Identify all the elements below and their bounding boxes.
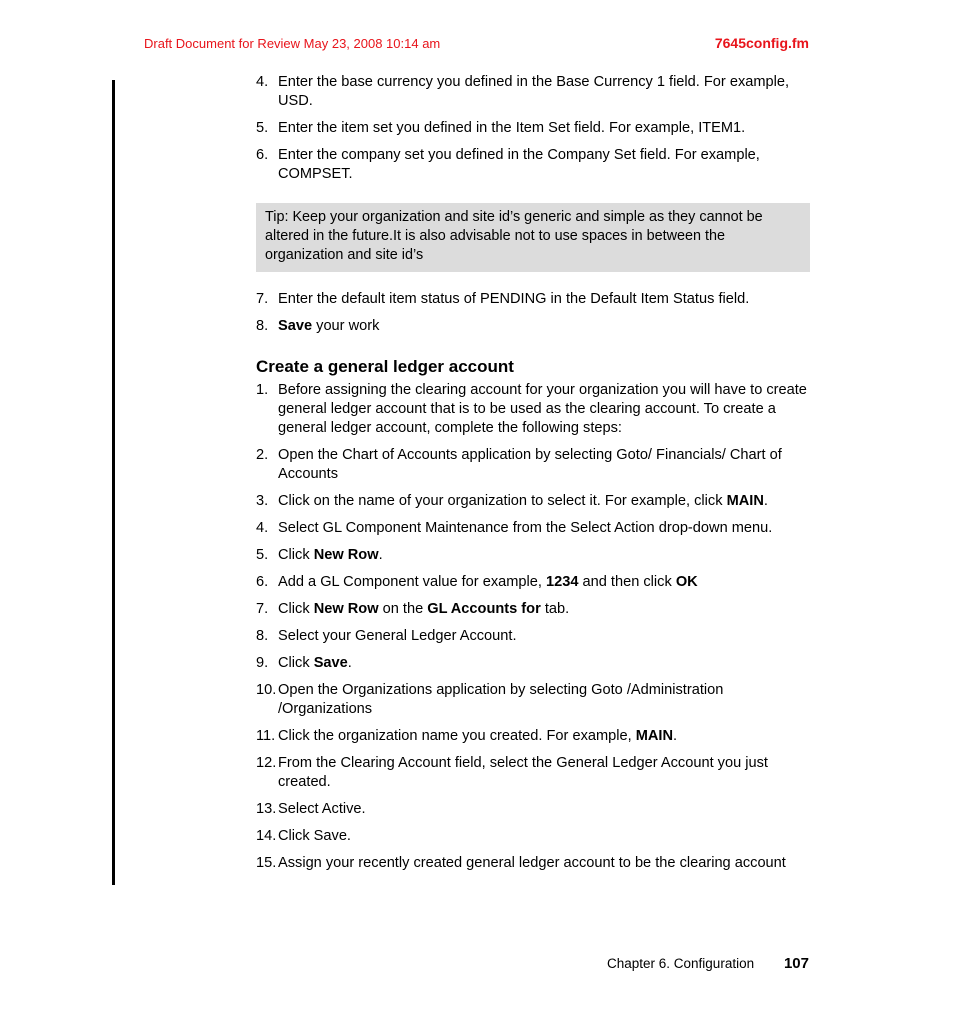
list-item — [256, 119, 812, 138]
steps-list-continued — [256, 73, 812, 192]
step-number: 2. — [256, 447, 269, 463]
step-number: 4. — [256, 74, 269, 90]
step-text: Add a GL Component value for example, — [278, 574, 546, 590]
step-number: 12. — [256, 755, 277, 771]
step-number: 10. — [256, 682, 277, 698]
list-item — [256, 727, 812, 746]
step-text: Click the organization name you created. For example, — [278, 728, 636, 744]
step-text: Select GL Component Maintenance from the Select Action drop-down menu. — [278, 520, 773, 536]
list-item — [256, 290, 812, 309]
list-item — [256, 146, 812, 184]
step-number: 6. — [256, 574, 269, 590]
step-text: your work — [312, 318, 380, 334]
bold-term: Save — [313, 655, 348, 671]
step-text: Open the Chart of Accounts application by selecting Goto/ Financials/ Chart of Accounts — [278, 447, 782, 482]
step-text: Click — [278, 601, 314, 617]
tip-box: Tip: Keep your organization and site id’s generic and simple as they cannot be altered in the future.It is also advisable not to use spaces in between the organization and site id’s — [256, 203, 810, 272]
list-item — [256, 627, 812, 646]
step-number: 8. — [256, 628, 269, 644]
list-item — [256, 827, 812, 846]
step-text: Click Save. — [278, 828, 351, 844]
step-text: . — [673, 728, 678, 744]
steps-list-continued-2 — [256, 290, 812, 344]
step-text: tab. — [540, 601, 570, 617]
step-text: . — [763, 493, 768, 509]
bold-term: 1234 — [545, 574, 579, 590]
step-number: 11. — [256, 728, 276, 744]
step-text: From the Clearing Account field, select the General Ledger Account you just created. — [278, 755, 768, 790]
list-item — [256, 519, 812, 538]
page-number: 107 — [783, 955, 809, 972]
file-name: 7645config.fm — [714, 35, 809, 51]
chapter-title: Chapter 6. Configuration — [607, 956, 755, 971]
step-text: Select your General Ledger Account. — [278, 628, 517, 644]
step-number: 5. — [256, 547, 269, 563]
gl-account-steps-list — [256, 381, 812, 881]
list-item — [256, 546, 812, 565]
list-item — [256, 446, 812, 484]
step-number: 7. — [256, 601, 269, 617]
list-item — [256, 573, 812, 592]
bold-term: MAIN — [635, 728, 674, 744]
list-item — [256, 800, 812, 819]
list-item — [256, 317, 812, 336]
step-number: 15. — [256, 855, 277, 871]
step-number: 4. — [256, 520, 269, 536]
list-item — [256, 73, 812, 111]
step-text: . — [378, 547, 383, 563]
list-item — [256, 600, 812, 619]
step-text: Enter the company set you defined in the Company Set field. For example, COMPSET. — [278, 147, 760, 182]
step-number: 8. — [256, 318, 269, 334]
step-text: and then click — [578, 574, 676, 590]
list-item — [256, 681, 812, 719]
step-number: 13. — [256, 801, 277, 817]
step-text: Select Active. — [278, 801, 366, 817]
step-number: 14. — [256, 828, 277, 844]
step-text: Assign your recently created general ledger account to be the clearing account — [278, 855, 786, 871]
step-text: Enter the base currency you defined in the Base Currency 1 field. For example, USD. — [278, 74, 790, 109]
step-number: 6. — [256, 147, 269, 163]
bold-term: MAIN — [726, 493, 764, 509]
step-number: 5. — [256, 120, 269, 136]
change-bar — [112, 80, 115, 885]
step-text: Enter the default item status of PENDING in the Default Item Status field. — [278, 291, 750, 307]
bold-term: Save — [278, 318, 313, 334]
step-text: Open the Organizations application by selecting Goto /Administration /Organizations — [278, 682, 724, 717]
step-text: Click — [278, 655, 314, 671]
list-item — [256, 854, 812, 873]
list-item — [256, 754, 812, 792]
bold-term: OK — [675, 574, 698, 590]
step-text: . — [347, 655, 352, 671]
step-text: Click — [278, 547, 314, 563]
draft-note: Draft Document for Review May 23, 2008 10:14 am — [144, 36, 441, 51]
bold-term: GL Accounts for — [427, 601, 541, 617]
step-text: Enter the item set you defined in the Item Set field. For example, ITEM1. — [278, 120, 746, 136]
bold-term: New Row — [313, 601, 379, 617]
step-number: 3. — [256, 493, 269, 509]
step-text: Click on the name of your organization to select it. For example, click — [278, 493, 727, 509]
step-number: 1. — [256, 382, 269, 398]
bold-term: New Row — [313, 547, 379, 563]
section-heading: Create a general ledger account — [256, 357, 514, 376]
step-text: on the — [378, 601, 428, 617]
list-item — [256, 492, 812, 511]
step-number: 7. — [256, 291, 269, 307]
list-item — [256, 381, 812, 438]
step-number: 9. — [256, 655, 269, 671]
step-text: Before assigning the clearing account for your organization you will have to create general ledger account that is to be used as the clearing account. To create a general ledger account, complete the following steps: — [278, 382, 807, 436]
list-item — [256, 654, 812, 673]
